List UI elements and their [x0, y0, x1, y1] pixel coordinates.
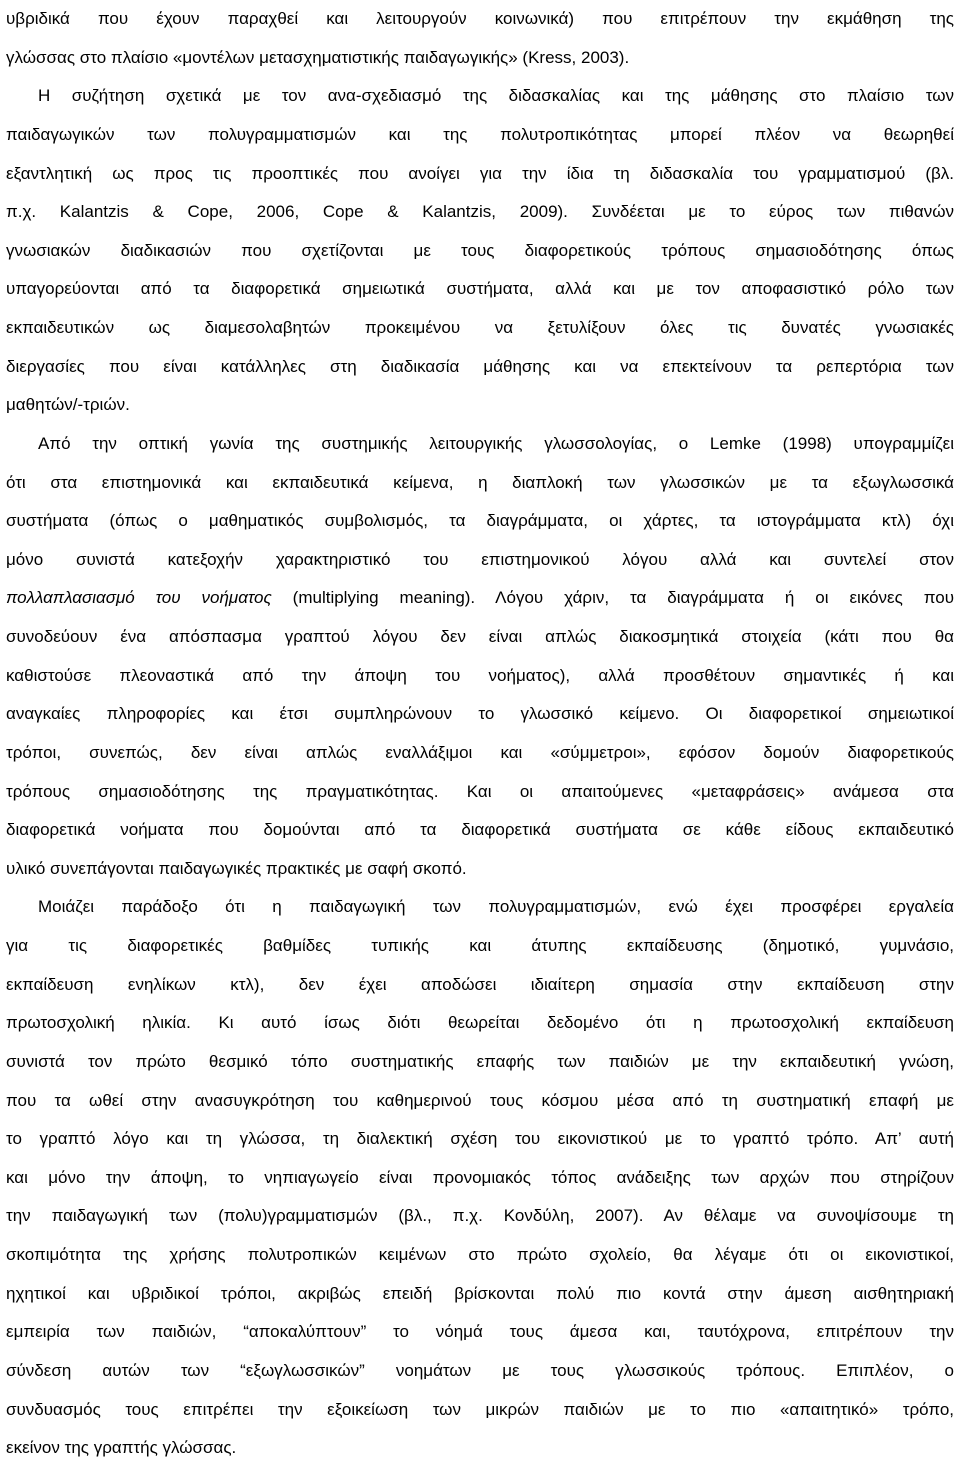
line-text: υβριδικά που έχουν παραχθεί και λειτουργούν κοινωνικά) που επιτρέπουν την εκμάθηση της	[6, 9, 954, 28]
line-text: συνιστά τον πρώτο θεσμικό τόπο συστηματικής επαφής των παιδιών με την εκπαιδευτική γνώση,	[6, 1051, 954, 1071]
text-line	[6, 1429, 954, 1468]
text-line	[6, 1391, 954, 1430]
text-line	[6, 232, 954, 271]
line-text: γνωσιακών διαδικασιών που σχετίζονται με τους διαφορετικούς τρόπους σημασιοδότησης όπως	[6, 240, 954, 260]
text-line	[6, 309, 954, 348]
text-line	[6, 464, 954, 503]
text-line	[6, 1120, 954, 1159]
line-text: αναγκαίες πληροφορίες και έτσι συμπληρώνουν το γλωσσικό κείμενο. Οι διαφορετικοί σημειωτικοί	[6, 704, 954, 724]
text-line	[6, 348, 954, 387]
line-text: υπαγορεύονται από τα διαφορετικά σημειωτικά συστήματα, αλλά και με τον αποφασιστικό ρόλο των	[6, 279, 954, 299]
line-text: καθιστούσε πλεοναστικά από την άποψη του νοήματος), αλλά προσθέτουν σημαντικές ή και	[6, 665, 954, 685]
line-text: Από την οπτική γωνία της συστημικής λειτουργικής γλωσσολογίας, ο Lemke (1998) υπογραμμίζει	[38, 433, 954, 453]
line-text: εκείνον της γραπτής γλώσσας.	[6, 1438, 237, 1458]
line-text: και μόνο την άποψη, το νηπιαγωγείο είναι προνομιακός τόπος ανάδειξης των αρχών που στηρίζουν	[6, 1167, 954, 1187]
text-line	[6, 695, 954, 734]
text-line	[6, 0, 954, 39]
line-text: σκοπιμότητα της χρήσης πολυτροπικών κειμένων στο πρώτο σχολείο, θα λέγαμε ότι οι εικονιστικοί,	[6, 1245, 954, 1264]
line-text: ηχητικοί και υβριδικοί τρόποι, ακριβώς επειδή βρίσκονται πολύ πιο κοντά στην άμεση αισθητηριακή	[6, 1283, 954, 1303]
text-line	[6, 541, 954, 580]
line-text: (multiplying meaning). Λόγου χάριν, τα διαγράμματα ή οι εικόνες που	[271, 588, 954, 608]
text-line	[6, 773, 954, 812]
text-line	[6, 1082, 954, 1121]
line-text: Η συζήτηση σχετικά με τον ανα-σχεδιασμό της διδασκαλίας και της μάθησης στο πλαίσιο των	[38, 86, 954, 106]
line-text: μόνο συνιστά κατεξοχήν χαρακτηριστικό του επιστημονικού λόγου αλλά και συντελεί στον	[6, 549, 954, 569]
text-line	[6, 579, 954, 618]
text-line	[6, 1159, 954, 1198]
text-line	[6, 386, 954, 425]
paragraph-first-line	[6, 77, 954, 116]
text-line	[6, 39, 954, 78]
text-line	[6, 1043, 954, 1082]
text-line	[6, 502, 954, 541]
text-line	[6, 193, 954, 232]
text-line	[6, 850, 954, 889]
line-text: Μοιάζει παράδοξο ότι η παιδαγωγική των πολυγραμματισμών, ενώ έχει προσφέρει εργαλεία	[38, 897, 954, 917]
line-text: την παιδαγωγική των (πολυ)γραμματισμών (βλ., π.χ. Κονδύλη, 2007). Αν θέλαμε να συνοψίσουμε τη	[6, 1206, 954, 1226]
line-text: εκπαίδευση ενηλίκων κτλ), δεν έχει αποδώσει ιδιαίτερη σημασία στην εκπαίδευση στην	[6, 974, 954, 994]
line-text: γλώσσας στο πλαίσιο «μοντέλων μετασχηματιστικής παιδαγωγικής» (Kress, 2003).	[6, 47, 630, 67]
line-text: το γραπτό λόγο και τη γλώσσα, τη διαλεκτική σχέση του εικονιστικού με το γραπτό τρόπο. Απ’ αυτή	[6, 1129, 954, 1149]
line-text: για τις διαφορετικές βαθμίδες τυπικής και άτυπης εκπαίδευσης (δημοτικό, γυμνάσιο,	[6, 936, 954, 955]
line-text: εμπειρία των παιδιών, “αποκαλύπτουν” το νόημά τους άμεσα και, ταυτόχρονα, επιτρέπουν την	[6, 1322, 954, 1342]
text-line	[6, 1004, 954, 1043]
line-text: πρωτοσχολική ηλικία. Κι αυτό ίσως διότι θεωρείται δεδομένο ότι η πρωτοσχολική εκπαίδευση	[6, 1013, 954, 1033]
text-line	[6, 1236, 954, 1275]
line-text: ότι στα επιστημονικά και εκπαιδευτικά κείμενα, η διαπλοκή των γλωσσικών με τα εξωγλωσσικά	[6, 472, 954, 492]
text-line	[6, 270, 954, 309]
line-text: τρόποι, συνεπώς, δεν είναι απλώς εναλλάξιμοι και «σύμμετροι», εφόσον δομούν διαφορετικούς	[6, 742, 954, 762]
line-text: συνοδεύουν ένα απόσπασμα γραπτού λόγου δεν είναι απλώς διακοσμητικά στοιχεία (κάτι που θα	[6, 627, 954, 646]
text-line	[6, 966, 954, 1005]
text-line	[6, 657, 954, 696]
line-text: μαθητών/-τριών.	[6, 395, 130, 415]
text-line	[6, 1197, 954, 1236]
line-text: σύνδεση αυτών των “εξωγλωσσικών” νοημάτων με τους γλωσσικούς τρόπους. Επιπλέον, ο	[6, 1360, 954, 1380]
text-line	[6, 811, 954, 850]
paragraph-first-line	[6, 888, 954, 927]
text-line	[6, 155, 954, 194]
text-line	[6, 1352, 954, 1391]
line-text: π.χ. Kalantzis & Cope, 2006, Cope & Kalantzis, 2009). Συνδέεται με το εύρος των πιθανών	[6, 202, 954, 222]
line-text: που τα ωθεί στην ανασυγκρότηση του καθημερινού τους κόσμου μέσα από τη συστηματική επαφή με	[6, 1090, 954, 1110]
italic-term: πολλαπλασιασμό του νοήματος	[6, 588, 272, 608]
line-text: συνδυασμός τους επιτρέπει την εξοικείωση των μικρών παιδιών με το πιο «απαιτητικό» τρόπο,	[6, 1399, 954, 1419]
line-text: συστήματα (όπως ο μαθηματικός συμβολισμός, τα διαγράμματα, οι χάρτες, τα ιστογράμματα κτλ) όχι	[6, 511, 954, 531]
text-line	[6, 618, 954, 657]
text-line	[6, 116, 954, 155]
text-line	[6, 734, 954, 773]
text-line	[6, 1275, 954, 1314]
line-text: εκπαιδευτικών ως διαμεσολαβητών προκειμένου να ξετυλίξουν όλες τις δυνατές γνωσιακές	[6, 318, 954, 337]
line-text: εξαντλητική ως προς τις προοπτικές που ανοίγει για την ίδια τη διδασκαλία του γραμματισμού (βλ.	[6, 163, 954, 183]
text-line	[6, 1313, 954, 1352]
text-line	[6, 927, 954, 966]
line-text: διαφορετικά νοήματα που δομούνται από τα διαφορετικά συστήματα σε κάθε είδους εκπαιδευτικό	[6, 820, 954, 840]
line-text: τρόπους σημασιοδότησης της πραγματικότητας. Και οι απαιτούμενες «μεταφράσεις» ανάμεσα στα	[6, 781, 954, 801]
line-text: διεργασίες που είναι κατάλληλες στη διαδικασία μάθησης και να επεκτείνουν τα ρεπερτόρια των	[6, 356, 954, 376]
line-text: υλικό συνεπάγονται παιδαγωγικές πρακτικές με σαφή σκοπό.	[6, 858, 467, 878]
line-text: παιδαγωγικών των πολυγραμματισμών και της πολυτροπικότητας μπορεί πλέον να θεωρηθεί	[6, 124, 954, 144]
paragraph-first-line	[6, 425, 954, 464]
